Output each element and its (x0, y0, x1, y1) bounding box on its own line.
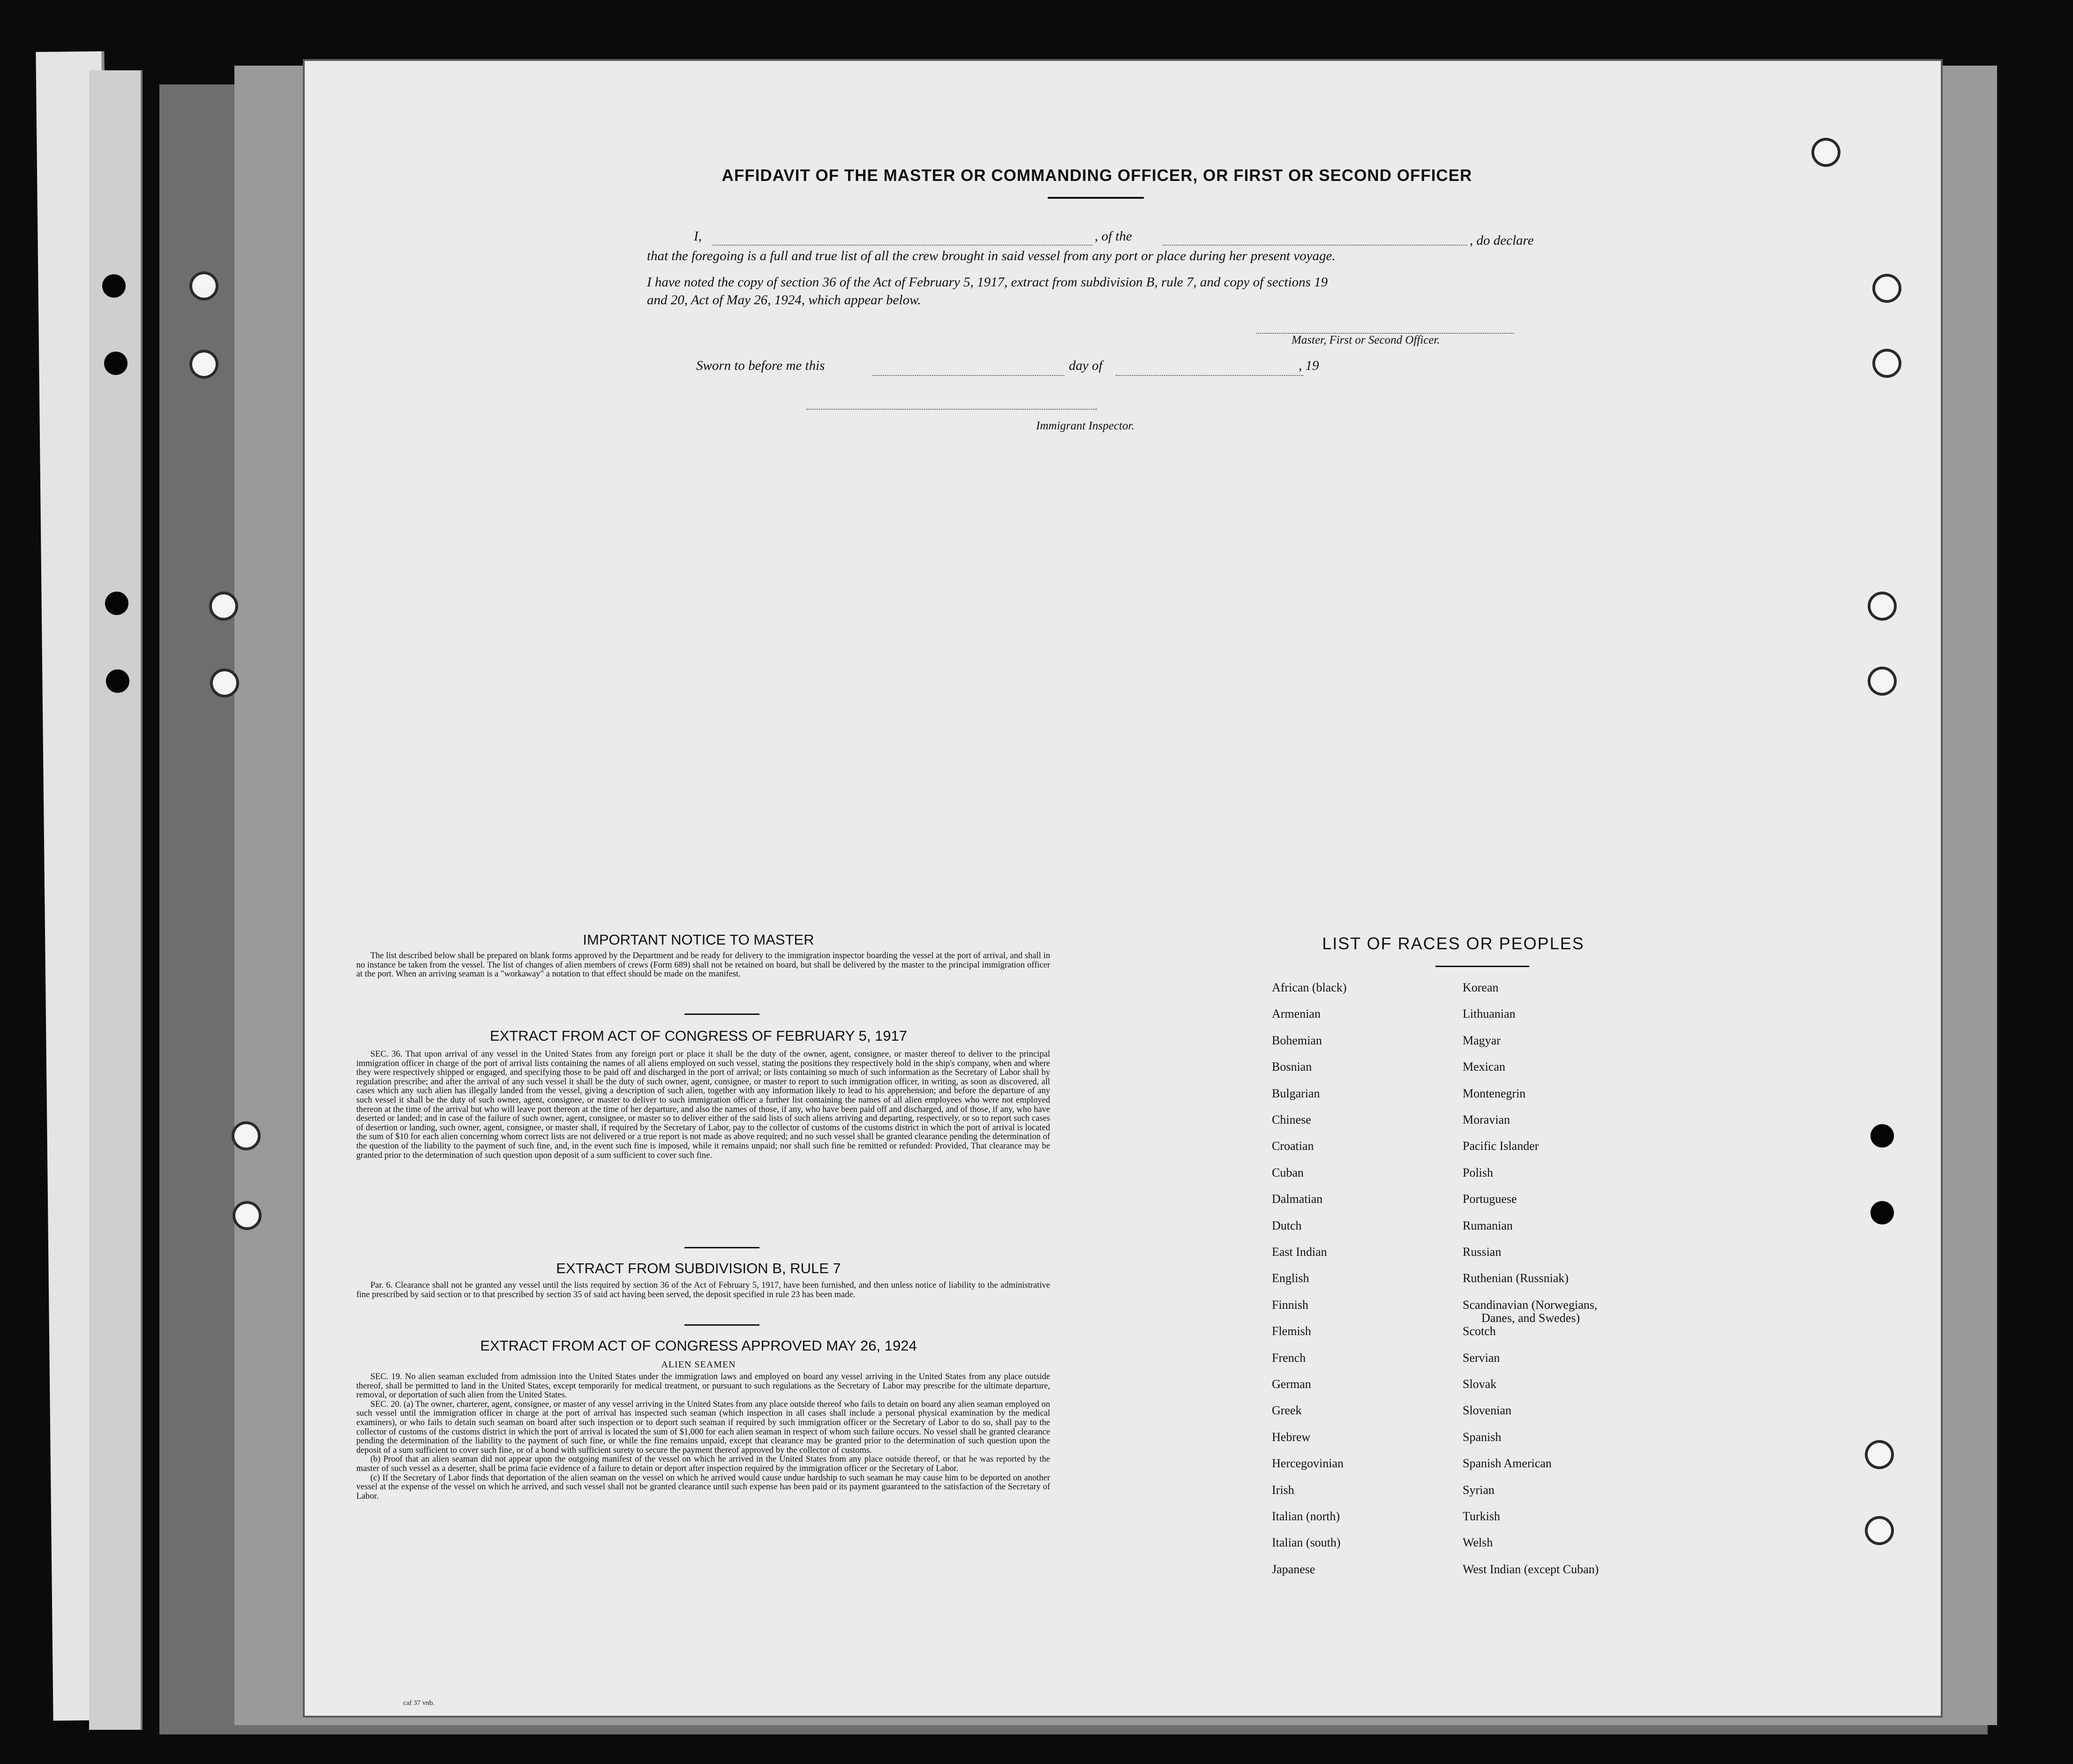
aff-line-3: I have noted the copy of section 36 of the Act of February 5, 1917, extract from subdivision B, rule 7, and copy of sections 19 (647, 275, 1328, 290)
year-label: , 19 (1299, 358, 1319, 373)
race-item: Italian (south) (1272, 1536, 1341, 1550)
race-item: Hercegovinian (1272, 1456, 1344, 1471)
notice-title: IMPORTANT NOTICE TO MASTER (583, 931, 814, 948)
race-item: Lithuanian (1463, 1007, 1516, 1021)
rule7-text (356, 1281, 1050, 1299)
race-item: English (1272, 1271, 1309, 1285)
rule7-title: EXTRACT FROM SUBDIVISION B, RULE 7 (556, 1260, 841, 1276)
aff-line-4: and 20, Act of May 26, 1924, which appear below. (647, 293, 921, 308)
notice-rule (684, 1013, 759, 1015)
punch-hole (1868, 1443, 1891, 1466)
race-item: Italian (north) (1272, 1509, 1340, 1523)
sec19-paragraph: SEC. 19. No alien seaman excluded from admission into the United States under the immigration laws and employed on board any vessel arriving in the United States from any place outside thereof, shall be permitted to land in the United States, except temporarily for medical treatment, or pursuant to such regulations as the Secretary of Labor may prescribe for the ultimate departure, removal, or deportation of such alien from the United States. (356, 1372, 1050, 1400)
race-item: Russian (1463, 1245, 1502, 1259)
race-item: West Indian (except Cuban) (1463, 1562, 1599, 1576)
punch-hole (1814, 141, 1838, 164)
race-item: Rumanian (1463, 1218, 1513, 1232)
aff-line-2: that the foregoing is a full and true list of all the crew brought in said vessel from any port or place during her present voyage. (647, 248, 1336, 263)
race-item: Scotch (1463, 1324, 1496, 1338)
race-item: Hebrew (1272, 1430, 1311, 1444)
race-item: Armenian (1272, 1007, 1321, 1021)
race-item: Spanish (1463, 1430, 1502, 1444)
notice-paragraph: The list described below shall be prepared on blank forms approved by the Department and be ready for delivery to the immigration inspector boarding the vessel at the port of arrival, and shall in no instance be taken from the vessel. The list of changes of alien members of crews (Form 689) shall not be retained on board, but shall be delivered by the master to the principal immigration officer at the port. When an arriving seaman is a "workaway" a notation to that effect should be made on the manifest. (356, 951, 1050, 979)
race-item: Ruthenian (Russniak) (1463, 1271, 1569, 1285)
affidavit-title: AFFIDAVIT OF THE MASTER OR COMMANDING OFFICER, OR FIRST OR SECOND OFFICER (721, 166, 1472, 185)
race-item: Cuban (1272, 1165, 1304, 1179)
race-item: African (black) (1272, 981, 1347, 994)
aff-do-declare: , do declare (1470, 233, 1534, 248)
race-item: Portuguese (1463, 1192, 1517, 1206)
race-item: Flemish (1272, 1324, 1311, 1338)
punch-hole (1870, 1201, 1894, 1224)
race-item: Bulgarian (1272, 1086, 1320, 1100)
sec20c-paragraph: (c) If the Secretary of Labor finds that deportation of the alien seaman on the vessel on which he arrived would cause undue hardship to such seaman he may cause him to be deported on another vessel at the expense of the vessel on which he arrived, and such vessel shall not be granted clearance until such expense has been paid or its payment guaranteed to the satisfaction of the Secretary of Labor. (356, 1473, 1050, 1501)
name-blank[interactable] (713, 245, 1092, 246)
punch-hole (102, 274, 126, 298)
race-item: Syrian (1463, 1483, 1495, 1497)
punch-hole (104, 352, 128, 375)
punch-hole (1868, 1519, 1891, 1542)
extract-1924-text (356, 1373, 1050, 1501)
race-item: Turkish (1463, 1509, 1500, 1523)
punch-hole (1875, 277, 1899, 300)
race-item: Mexican (1463, 1060, 1505, 1074)
extract-1917-title: EXTRACT FROM ACT OF CONGRESS OF FEBRUARY 5, 1917 (489, 1028, 908, 1044)
race-item: Bosnian (1272, 1060, 1312, 1074)
extract-1917-text (356, 1050, 1050, 1160)
race-item: Korean (1463, 981, 1499, 994)
notice-text (356, 952, 1050, 979)
title-rule (1048, 197, 1144, 199)
punch-hole (235, 1204, 259, 1227)
punch-hole (1870, 669, 1894, 693)
race-item: Spanish American (1463, 1456, 1552, 1471)
punch-hole (106, 669, 129, 693)
sec36-paragraph: SEC. 36. That upon arrival of any vessel in the United States from any foreign port or place it shall be the duty of the owner, agent, consignee, or master thereof to deliver to the principal immigration officer in charge of the port of arrival lists containing the names of all aliens employed on such vessel, stating the positions they respectively hold in the ship's company, when and where they were respectively shipped or engaged, and specifying those to be paid off and discharged in the port of arrival; or lists containing so much of such information as the Secretary of Labor shall by regulation prescribe; and after the arrival of any such vessel it shall be the duty of such owner, agent, consignee, or master to report to such immigration officer, in writing, as soon as discovered, all cases which any such alien has illegally landed from the vessel, giving a description of such alien, together with any information likely to lead to his apprehension; and before the departure of any such vessel it shall be the duty of such owner, agent, consignee, or master to deliver to such immigration officer a further list containing the names of all alien employees who were not employed thereon at the time of the arrival but who will leave port thereon at the time of her departure, and also the names of those, if any, who have been paid off and discharged, and of those, if any, who have deserted or landed; and in case of the failure of such owner, agent, consignee, or master so to deliver either of the said lists of such aliens arriving and departing, respectively, or so to report such cases of desertion or landing, such owner, agent, consignee, or master shall, if required by the Secretary of Labor, pay to the collector of customs of the customs district in which the port of arrival is located the sum of $10 for each alien concerning whom correct lists are not delivered or a true report is not made as above required; and no such vessel shall be granted clearance pending the determination of the question of the liability to the payment of such fine, and, in the event such fine is imposed, while it remains unpaid; nor shall such fine be remitted or refunded: Provided, That clearance may be granted prior to the determination of such question upon deposit of a sum sufficient to cover such fine. (356, 1050, 1050, 1160)
races-rule (1435, 966, 1529, 967)
extract-1917-rule (684, 1247, 759, 1248)
race-item: Danes, and Swedes) (1481, 1311, 1580, 1325)
race-item: Finnish (1272, 1298, 1309, 1312)
punch-hole (1870, 1124, 1894, 1148)
race-item: Servian (1463, 1351, 1500, 1365)
day-of-label: day of (1069, 358, 1103, 373)
race-item: Scandinavian (Norwegians, (1463, 1298, 1598, 1312)
master-signature-label: Master, First or Second Officer. (1292, 334, 1440, 346)
punch-hole (192, 353, 216, 376)
race-item: Chinese (1272, 1113, 1311, 1126)
sec20a-paragraph: SEC. 20. (a) The owner, charterer, agent, consignee, or master of any vessel arriving in the United States from any place outside thereof who fails to detain on board any alien seaman employed on such vessel until the immigration officer in charge at the port of arrival has inspected such seaman (which inspection in all cases shall include a personal physical examination by the medical examiners), or who fails to detain such seaman on board after such inspection or to deport such seaman if required by such immigration officer or the Secretary of Labor to do so, shall pay to the collector of customs of the customs district in which the port of arrival is located the sum of $1,000 for each alien seaman in respect of whom such failure occurs. No vessel shall be granted clearance pending the determination of the liability to the payment of such fine, or while the fine remains unpaid, except that clearance may be granted prior to the determination of such question upon the deposit of a sum sufficient to cover such fine, or of a bond with sufficient surety to secure the payment thereof approved by the collector of customs. (356, 1399, 1050, 1455)
race-item: German (1272, 1377, 1311, 1391)
race-item: French (1272, 1351, 1306, 1365)
sworn-date-blank[interactable] (872, 375, 1064, 376)
punch-hole (1875, 352, 1899, 375)
rule7-paragraph: Par. 6. Clearance shall not be granted any vessel until the lists required by section 36 of the Act of February 5, 1917, have been furnished, and then unless notice of liability to the administrative fine prescribed by said section or to that prescribed by section 35 of said act having been served, the deposit specified in rule 23 has been made. (356, 1281, 1050, 1299)
sworn-label: Sworn to before me this (696, 358, 825, 373)
vessel-blank[interactable] (1163, 245, 1467, 246)
left-paper-strip-2 (89, 70, 143, 1730)
races-title: LIST OF RACES OR PEOPLES (1322, 934, 1585, 953)
inspector-signature-line[interactable] (806, 409, 1097, 410)
race-item: Montenegrin (1463, 1086, 1526, 1100)
punch-hole (192, 274, 216, 298)
form-footer-tag: caf 37 vnb. (403, 1699, 435, 1707)
race-item: Irish (1272, 1483, 1294, 1497)
race-item: Greek (1272, 1404, 1302, 1418)
race-item: East Indian (1272, 1245, 1327, 1259)
punch-hole (213, 671, 236, 695)
race-item: Magyar (1463, 1033, 1501, 1047)
rule7-rule (684, 1324, 759, 1326)
sec20b-paragraph: (b) Proof that an alien seaman did not appear upon the outgoing manifest of the vessel on which he arrived in the United States from any place outside thereof, or that he was reported by the master of such vessel as a deserter, shall be prima facie evidence of a failure to detain or deport after inspection required by the immigration officer or the Secretary of Labor. (356, 1455, 1050, 1473)
race-item: Dalmatian (1272, 1192, 1323, 1206)
race-item: Pacific Islander (1463, 1139, 1539, 1153)
race-item: Welsh (1463, 1536, 1493, 1550)
month-blank[interactable] (1116, 375, 1303, 376)
race-item: Moravian (1463, 1113, 1510, 1126)
aff-of-the: , of the (1095, 229, 1132, 244)
race-item: Bohemian (1272, 1033, 1322, 1047)
punch-hole (212, 594, 235, 618)
extract-1924-title: EXTRACT FROM ACT OF CONGRESS APPROVED MAY 26, 1924 (480, 1337, 917, 1354)
race-item: Japanese (1272, 1562, 1315, 1576)
punch-hole (234, 1124, 258, 1148)
punch-hole (105, 592, 128, 615)
inspector-label: Immigrant Inspector. (1036, 420, 1134, 432)
aff-i-label: I, (694, 229, 702, 244)
alien-seamen-subtitle: ALIEN SEAMEN (661, 1359, 736, 1370)
race-item: Croatian (1272, 1139, 1314, 1153)
race-item: Dutch (1272, 1218, 1302, 1232)
race-item: Polish (1463, 1165, 1494, 1179)
race-item: Slovak (1463, 1377, 1497, 1391)
race-item: Slovenian (1463, 1404, 1511, 1418)
punch-hole (1870, 594, 1894, 618)
